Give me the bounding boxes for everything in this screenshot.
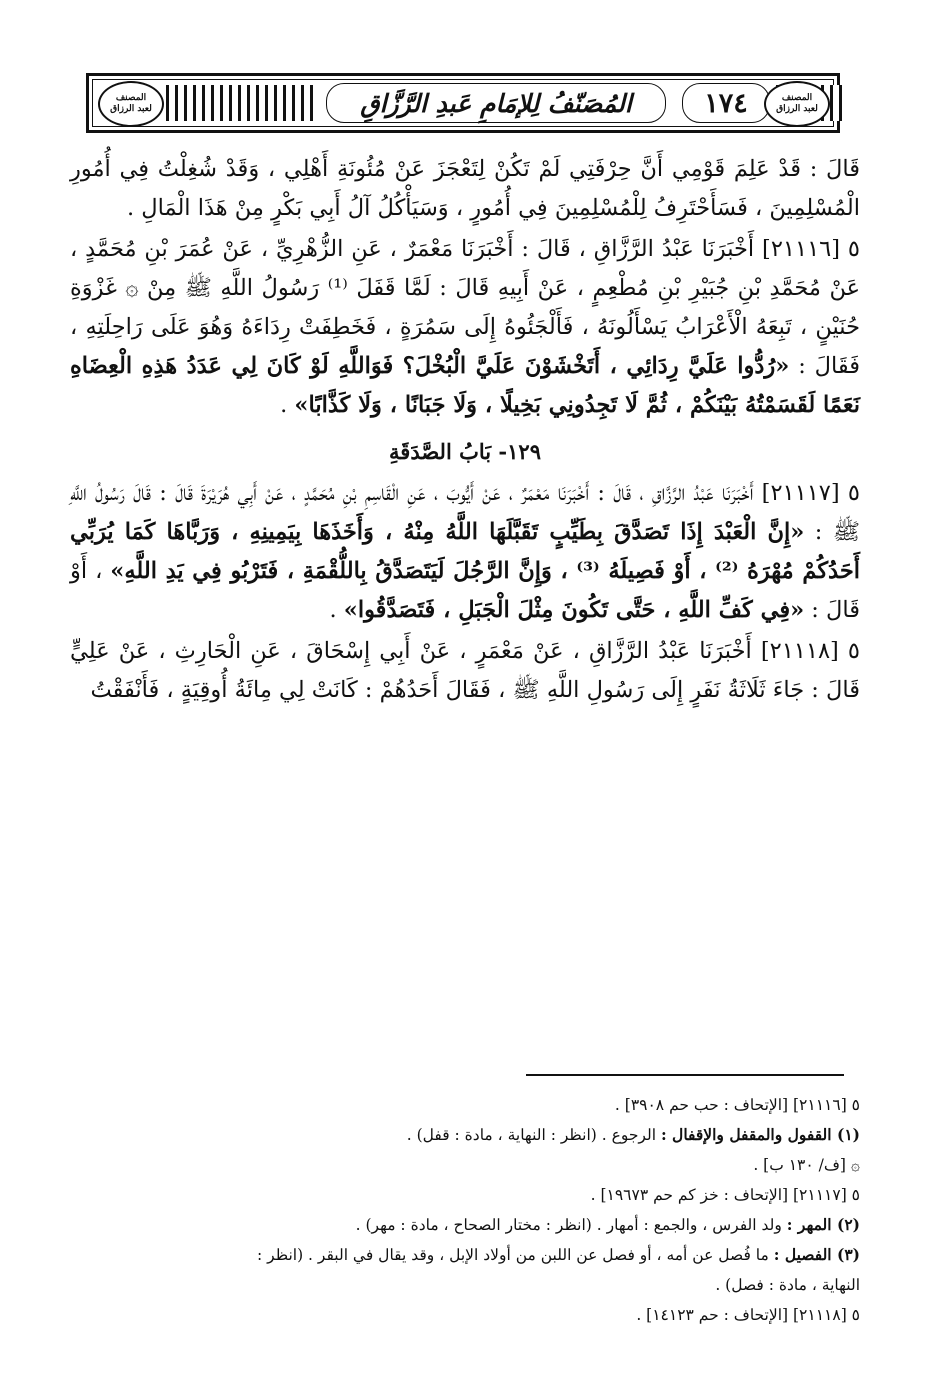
page-number: ١٧٤	[682, 83, 770, 123]
footnote-1	[70, 1120, 860, 1150]
seal-right-line2: لعبد الرزاق	[776, 104, 818, 114]
hadith-21117-mid: ، أَوْ قَالَ :	[70, 558, 860, 623]
hadith-21116-isnad: ٥ [٢١١١٦] أَخْبَرَنَا عَبْدُ الرَّزَّاقِ ، قَالَ : أَخْبَرَنَا مَعْمَرٌ ، عَنِ الزُّهْرِيِّ ، عَنْ عُمَرَ بْنِ مُحَمَّدٍ ، عَنْ مُحَمَّدِ بْنِ جُبَيْرِ بْنِ مُطْعِمٍ ، عَنْ أَبِيهِ قَالَ : لَمَّا قَفَلَ ⁽¹⁾ رَسُولُ اللَّهِ ﷺ مِنْ ۞ غَزْوَةِ حُنَيْنٍ ، تَبِعَهُ الْأَعْرَابُ يَسْأَلُونَهُ ، فَأَلْجَئُوهُ إِلَى سَمُرَةٍ ، فَخَطِفَتْ رِدَاءَهُ وَهُوَ عَلَى رَاحِلَتِهِ ، فَقَالَ :	[70, 236, 861, 379]
hadith-21116	[70, 230, 860, 425]
seal-left-line2: لعبد الرزاق	[110, 104, 152, 114]
hadith-21117	[70, 474, 860, 630]
ornament-band-left	[166, 85, 316, 121]
footnote-folio: ۞ [ف/ ١٣٠ ب] .	[753, 1156, 860, 1174]
footnote-ithaf-21116: ٥ [٢١١١٦] [الإتحاف : حب حم ٣٩٠٨] .	[614, 1096, 860, 1114]
footnote-3-term: (٣) الفصيل :	[773, 1245, 860, 1264]
footnote-3	[70, 1240, 860, 1270]
main-text	[70, 150, 860, 710]
footnote-ithaf-21118: ٥ [٢١١١٨] [الإتحاف : حم ١٤١٢٣] .	[636, 1306, 860, 1324]
seal-left	[98, 81, 164, 127]
hadith-21116-matn: «رُدُّوا عَلَيَّ رِدَائِي ، أَتَخْشَوْنَ عَلَيَّ الْبُخْلَ؟ فَوَاللَّهِ لَوْ كَانَ لِي عَدَدُ هَذِهِ الْعِضَاهِ نَعَمًا لَقَسَمْتُهُ بَيْنَكُمْ ، ثُمَّ لَا تَجِدُونِي بَخِيلًا ، وَلَا جَبَانًا ، وَلَا كَذَّابًا»	[70, 353, 860, 418]
footnote-2	[70, 1210, 860, 1240]
section-heading: ١٢٩- بَابُ الصَّدَقَةِ	[389, 439, 541, 464]
hadith-21117-isnad: ٥ [٢١١١٧] أَخْبَرَنَا عَبْدُ الرَّزَّاقِ ، قَالَ : أَخْبَرَنَا مَعْمَرٌ ، عَنْ أَيُّوبَ ، عَنِ الْقَاسِمِ بْنِ مُحَمَّدٍ ، عَنْ أَبِي هُرَيْرَةَ قَالَ : قَالَ رَسُولُ اللَّهِ ﷺ :	[70, 480, 860, 545]
footnote-3-text: ما فُصل عن أمه ، أو فصل عن اللبن من أولاد الإبل ، وقد يقال في البقر . (انظر :	[257, 1246, 774, 1264]
footnote-divider	[526, 1074, 844, 1076]
footnote-3-continuation: النهاية ، مادة : فصل) .	[715, 1276, 860, 1294]
footnote-2-text: ولد الفرس ، والجمع : أمهار . (انظر : مختار الصحاح ، مادة : مهر) .	[355, 1216, 787, 1234]
footnotes	[70, 1090, 860, 1330]
hadith-21118: ٥ [٢١١١٨] أَخْبَرَنَا عَبْدُ الرَّزَّاقِ ، عَنْ مَعْمَرٍ ، عَنْ أَبِي إِسْحَاقَ ، عَنِ الْحَارِثِ ، عَنْ عَلِيٍّ قَالَ : جَاءَ ثَلَاثَةُ نَفَرٍ إِلَى رَسُولِ اللَّهِ ﷺ ، فَقَالَ أَحَدُهُمْ : كَانَتْ لِي مِائَةُ أُوقِيَةٍ ، فَأَنْفَقْتُ	[70, 638, 860, 703]
hadith-21117-end: .	[329, 597, 344, 623]
seal-right-line1: المصنف	[781, 93, 813, 103]
footnote-1-term: (١) القفول والمقفل والإقفال :	[660, 1125, 860, 1144]
book-title: المُصَنّفُ لِلإمَامِ عَبدِ الرَّزَّاقِ	[326, 83, 666, 123]
seal-left-line1: المصنف	[115, 93, 147, 103]
hadith-21117-matn: «إِنَّ الْعَبْدَ إِذَا تَصَدَّقَ بِطَيِّبٍ تَقَبَّلَهَا اللَّهُ مِنْهُ ، وَأَخَذَهَا بِيَمِينِهِ ، وَرَبَّاهَا كَمَا يُرَبِّي أَحَدُكُمْ مُهْرَهُ ⁽²⁾ ، أَوْ فَصِيلَهُ ⁽³⁾ ، وَإِنَّ الرَّجُلَ لَيَتَصَدَّقُ بِاللُّقْمَةِ ، فَتَرْبُو فِي يَدِ اللَّهِ»	[70, 519, 860, 584]
paragraph-continuation: قَالَ : قَدْ عَلِمَ قَوْمِي أَنَّ حِرْفَتِي لَمْ تَكُنْ لِتَعْجَزَ عَنْ مُئُونَةِ أَهْلِي ، وَقَدْ شُغِلْتُ فِي أُمُورِ الْمُسْلِمِينَ ، فَسَأَحْتَرِفُ لِلْمُسْلِمِينَ فِي أُمُورٍ ، وَسَيَأْكُلُ آلُ أَبِي بَكْرٍ مِنْ هَذَا الْمَالِ .	[70, 156, 860, 221]
footnote-ithaf-21117: ٥ [٢١١١٧] [الإتحاف : خز كم حم ١٩٦٧٣] .	[590, 1186, 860, 1204]
hadith-21116-end: .	[280, 392, 295, 418]
hadith-21117-matn-2: «فِي كَفِّ اللَّهِ ، حَتَّى تَكُونَ مِثْلَ الْجَبَلِ ، فَتَصَدَّقُوا»	[343, 597, 805, 623]
page-header	[86, 73, 840, 133]
footnote-2-term: (٢) المهر :	[786, 1215, 860, 1234]
seal-right	[764, 81, 830, 127]
footnote-1-text: الرجوع . (انظر : النهاية ، مادة : قفل) .	[406, 1126, 661, 1144]
